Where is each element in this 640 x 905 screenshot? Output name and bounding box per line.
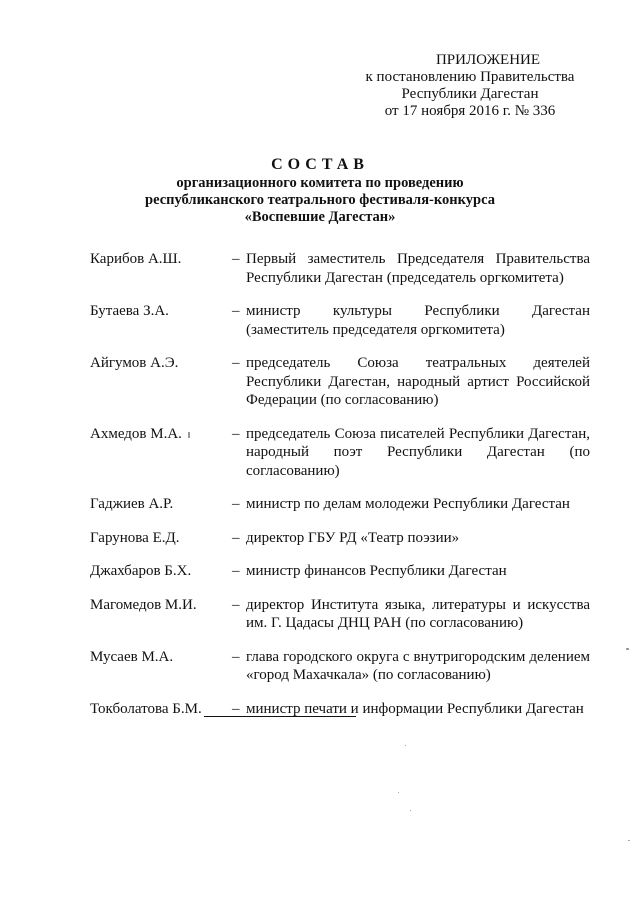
appendix-line-2: Республики Дагестан <box>401 86 539 102</box>
heading-line-1: организационного комитета по проведению <box>176 175 464 191</box>
members-list <box>90 250 590 733</box>
member-dash: – <box>232 303 240 319</box>
member-name: Токболатова Б.М. <box>90 700 202 717</box>
member-role: министр финансов Республики Дагестан <box>246 563 507 579</box>
member-name: Бутаева З.А. <box>90 303 169 319</box>
member-role: глава городского округа с внутригородским делением «город Махачкала» (по согласованию) <box>246 648 590 683</box>
member-dash: – <box>232 425 240 442</box>
member-role: директор ГБУ РД «Театр поэзии» <box>246 529 460 546</box>
scan-speck <box>410 810 411 811</box>
scan-speck <box>398 792 399 793</box>
member-name: Гаджиев А.Р. <box>90 496 174 512</box>
heading-line-3: «Воспевшие Дагестан» <box>244 209 396 225</box>
member-name: Мусаев М.А. <box>90 648 174 665</box>
member-role: директор Института языка, литературы и искусства им. Г. Цадасы ДНЦ РАН (по согласованию) <box>246 596 590 631</box>
member-role: председатель Союза театральных деятелей Республики Дагестан, народный артист Российской Федерации (по согласованию) <box>246 355 590 408</box>
member-name: Ахмедов М.А. <box>90 425 182 442</box>
member-dash: – <box>232 563 240 579</box>
scan-speck <box>628 840 630 841</box>
member-row <box>90 425 590 481</box>
member-name: Магомедов М.И. <box>90 596 197 613</box>
heading-title: СОСТАВ <box>271 156 369 173</box>
scan-speck <box>405 745 406 746</box>
heading-line-2: республиканского театрального фестиваля-конкурса <box>145 192 495 208</box>
member-dash: – <box>232 700 240 717</box>
member-name: Джахбаров Б.Х. <box>90 563 192 579</box>
appendix-line-1: к постановлению Правительства <box>365 69 575 85</box>
member-dash: – <box>232 648 240 665</box>
member-role: министр по делам молодежи Республики Дагестан <box>246 496 570 512</box>
appendix-block <box>340 52 600 120</box>
member-role: министр печати и информации Республики Дагестан <box>246 700 584 717</box>
appendix-line-3: от 17 ноября 2016 г. № 336 <box>384 103 556 119</box>
member-row <box>90 302 590 339</box>
member-dash: – <box>232 251 240 267</box>
document-heading <box>120 156 520 226</box>
appendix-title: ПРИЛОЖЕНИЕ <box>435 52 541 68</box>
member-dash: – <box>232 496 240 512</box>
member-role: Первый заместитель Председателя Правительства Республики Дагестан (председатель оргкомитета) <box>246 251 590 286</box>
member-row <box>90 529 590 548</box>
member-row <box>90 354 590 410</box>
member-role: председатель Союза писателей Республики Дагестан, народный поэт Республики Дагестан (по согласованию) <box>246 425 590 479</box>
closing-divider <box>204 716 356 717</box>
member-dash: – <box>232 596 240 613</box>
member-dash: – <box>232 355 240 371</box>
member-row <box>90 495 590 514</box>
member-dash: – <box>232 529 240 546</box>
member-row <box>90 648 590 685</box>
member-row <box>90 562 590 581</box>
member-name: Карибов А.Ш. <box>90 251 182 267</box>
member-name: Гарунова Е.Д. <box>90 529 180 546</box>
scan-speck <box>626 648 629 650</box>
member-row <box>90 250 590 287</box>
member-role: министр культуры Республики Дагестан (заместитель председателя оргкомитета) <box>246 303 590 338</box>
scan-speck <box>188 432 190 438</box>
member-row <box>90 596 590 633</box>
member-name: Айгумов А.Э. <box>90 355 179 371</box>
